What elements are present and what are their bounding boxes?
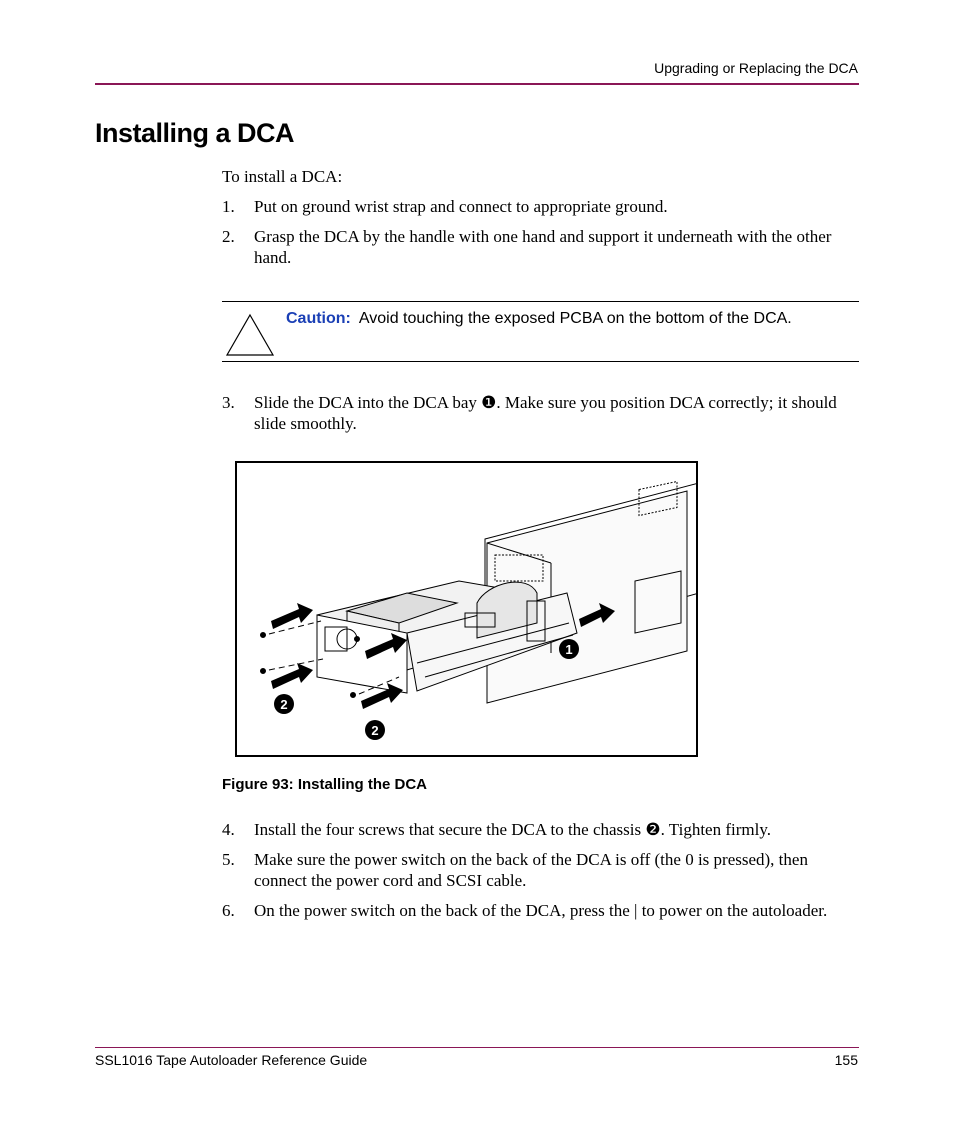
header-rule <box>95 83 859 85</box>
warning-triangle-icon <box>225 313 275 357</box>
step-number: 5. <box>222 850 235 869</box>
step-2 <box>222 226 858 268</box>
step-text: On the power switch on the back of the DCA, press the | to power on the autoloader. <box>254 901 828 920</box>
callout-1-label: 1 <box>565 642 573 657</box>
running-header: Upgrading or Replacing the DCA <box>654 60 858 76</box>
caution-text: Avoid touching the exposed PCBA on the bottom of the DCA. <box>358 310 792 327</box>
callout-2-bottom <box>365 720 385 740</box>
step-4 <box>222 819 858 840</box>
step-6 <box>222 900 858 921</box>
step-text: Put on ground wrist strap and connect to appropriate ground. <box>254 197 668 216</box>
step-number: 6. <box>222 901 235 920</box>
caution-line <box>286 310 792 328</box>
callout-2-label: 2 <box>280 697 288 712</box>
page-number: 155 <box>834 1052 858 1068</box>
step-3 <box>222 392 858 434</box>
caution-box <box>222 301 859 362</box>
step-number: 2. <box>222 227 235 246</box>
dca-illustration <box>237 463 696 755</box>
figure-caption: Figure 93: Installing the DCA <box>222 776 428 793</box>
figure-installing-dca <box>235 461 698 757</box>
step-number: 3. <box>222 393 235 412</box>
step-text: Install the four screws that secure the DCA to the chassis ❷. Tighten firmly. <box>254 820 771 839</box>
callout-2-label: 2 <box>371 723 379 738</box>
step-5 <box>222 849 858 891</box>
step-text: Slide the DCA into the DCA bay ❶. Make sure you position DCA correctly; it should slide smoothly. <box>254 393 837 433</box>
step-number: 4. <box>222 820 235 839</box>
callout-1 <box>559 639 579 659</box>
footer-rule <box>95 1047 859 1048</box>
step-number: 1. <box>222 197 235 216</box>
caution-label: Caution: <box>286 310 351 327</box>
step-text: Make sure the power switch on the back of the DCA is off (the 0 is pressed), then connect the power cord and SCSI cable. <box>254 850 808 890</box>
step-text: Grasp the DCA by the handle with one hand and support it underneath with the other hand. <box>254 227 832 267</box>
callout-2-left <box>274 694 294 714</box>
intro-text: To install a DCA: <box>222 167 343 186</box>
footer-guide-title: SSL1016 Tape Autoloader Reference Guide <box>95 1052 368 1068</box>
page-title: Installing a DCA <box>95 118 295 148</box>
step-1 <box>222 196 858 217</box>
